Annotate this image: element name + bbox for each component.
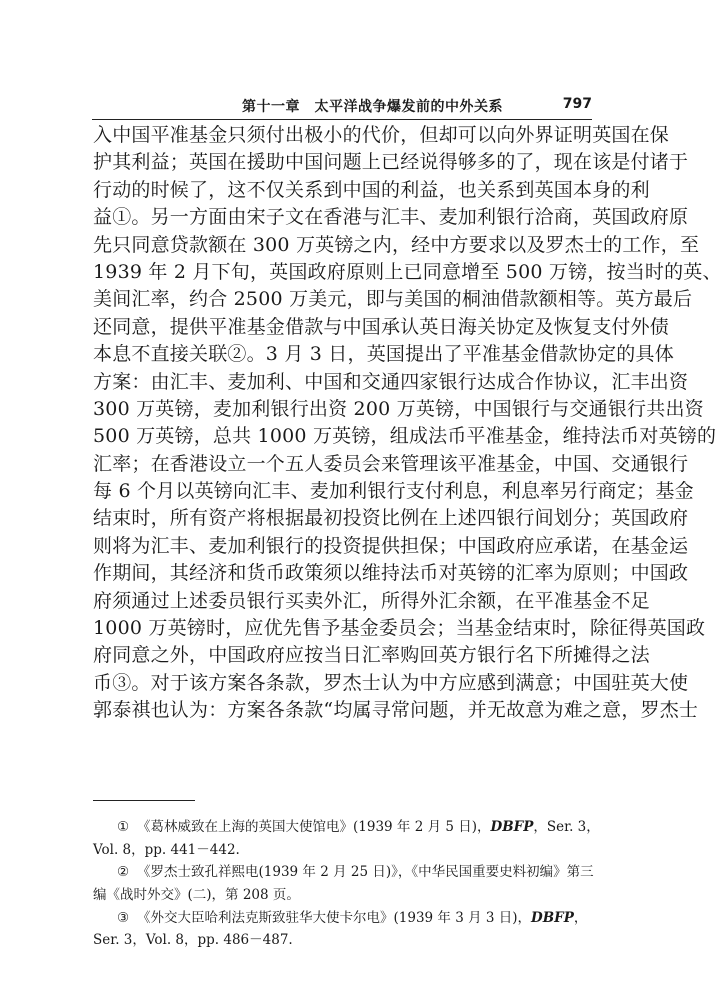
text-line: 500 万英镑，总共 1000 万英镑，组成法币平准基金，维持法币对英镑的: [93, 425, 717, 448]
running-head: [92, 96, 592, 118]
body-text: [93, 122, 722, 725]
text-line: 本息不直接关联②。3 月 3 日，英国提出了平准基金借款协定的具体: [93, 343, 674, 366]
footnote-3-title: 《外交大臣哈利法克斯致驻华大使卡尔电》(1939 年 3 月 3 日)，: [137, 909, 532, 926]
footnote-rule: [93, 800, 195, 801]
footnote-1-tail: ，Ser. 3，: [533, 819, 600, 835]
text-line: 方案：由汇丰、麦加利、中国和交通四家银行达成合作协议，汇丰出资: [93, 370, 689, 393]
chapter-title: 第十一章 太平洋战争爆发前的中外关系: [242, 99, 503, 115]
footnote-3-continuation: Ser. 3，Vol. 8，pp. 486－487.: [93, 932, 293, 949]
footnotes: [93, 816, 600, 952]
text-line: 府须通过上述委员银行买卖外汇，所得外汇余额，在平准基金不足: [93, 589, 650, 612]
footnote-3: [93, 907, 593, 930]
footnote-2-text: 《罗杰士致孔祥熙电(1939 年 2 月 25 日)》，《中华民国重要史料初编》第三: [137, 864, 594, 881]
text-line: 美间汇率，约合 2500 万美元，即与美国的桐油借款额相等。英方最后: [93, 288, 693, 311]
footnote-1: [93, 816, 600, 839]
text-line: 1000 万英镑时，应优先售予基金委员会；当基金结束时，除征得英国政: [93, 617, 706, 640]
text-line: 还同意，提供平准基金借款与中国承认英日海关协定及恢复支付外债: [93, 315, 670, 338]
text-line: 每 6 个月以英镑向汇丰、麦加利银行支付利息，利息率另行商定；基金: [93, 480, 694, 503]
footnote-1-marker: ①: [117, 819, 130, 835]
text-line: 府同意之外，中国政府应按当日汇率购回英方银行名下所摊得之法: [93, 644, 650, 667]
footnote-3-tail: ，: [573, 909, 588, 926]
text-line: 则将为汇丰、麦加利银行的投资提供担保；中国政府应承诺，在基金运: [93, 534, 689, 557]
text-line: 行动的时候了，这不仅关系到中国的利益，也关系到英国本身的利: [93, 178, 650, 201]
footnote-3-source: DBFP: [531, 909, 574, 926]
text-line: 郭泰祺也认为：方案各条款“均属寻常问题，并无故意为难之意，罗杰士: [93, 699, 699, 722]
text-line: 币③。对于该方案各条款，罗杰士认为中方应感到满意；中国驻英大使: [93, 671, 689, 694]
footnote-1-source: DBFP: [490, 819, 534, 835]
text-line: 护其利益；英国在援助中国问题上已经说得够多的了，现在该是付诸于: [93, 151, 689, 174]
text-line: 入中国平准基金只须付出极小的代价，但却可以向外界证明英国在保: [93, 124, 670, 146]
text-line: 1939 年 2 月下旬，英国政府原则上已同意增至 500 万镑，按当时的英、: [93, 260, 722, 283]
footnote-2: [93, 861, 593, 884]
text-line: 300 万英镑，麦加利银行出资 200 万英镑，中国银行与交通银行共出资: [93, 397, 704, 420]
header-rule: [92, 119, 592, 120]
footnote-2-continuation: 编《战时外交》(二)，第 208 页。: [93, 887, 300, 904]
page-number: 797: [562, 96, 592, 112]
text-line: 汇率；在香港设立一个五人委员会来管理该平准基金，中国、交通银行: [93, 452, 689, 475]
text-line: 作期间，其经济和货币政策须以维持法币对英镑的汇率为原则；中国政: [93, 562, 689, 585]
footnote-1-continuation: Vol. 8，pp. 441－442.: [93, 841, 240, 858]
footnote-2-marker: ②: [117, 864, 130, 881]
text-line: 先只同意贷款额在 300 万英镑之内，经中方要求以及罗杰士的工作，至: [93, 233, 700, 256]
text-line: 结束时，所有资产将根据最初投资比例在上述四银行间划分；英国政府: [93, 507, 689, 530]
text-line: 益①。另一方面由宋子文在香港与汇丰、麦加利银行洽商，英国政府原: [93, 206, 689, 229]
footnote-1-title: 《葛林威致在上海的英国大使馆电》(1939 年 2 月 5 日)，: [137, 819, 491, 835]
footnote-3-marker: ③: [117, 909, 130, 926]
